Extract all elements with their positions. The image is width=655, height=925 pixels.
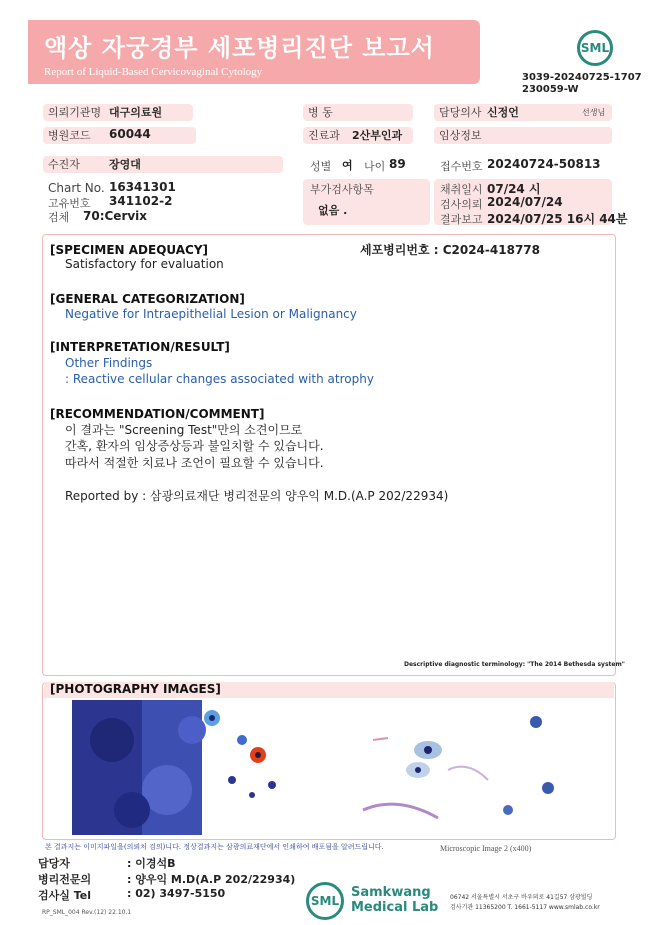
staff-value: : 이경석B — [127, 857, 176, 870]
doctor-suffix: 선생님 — [582, 108, 606, 117]
request-value: 2024/07/24 — [487, 195, 563, 209]
collect-value: 07/24 시 — [487, 182, 541, 196]
photo-notice: 본 결과지는 이미지파일을(의뢰처 검의)니다. 정상결과지는 삼광의료재단에서 인쇄하여 배포됨을 알려드립니다. — [45, 843, 384, 851]
chart-label: Chart No. — [48, 181, 105, 195]
footer-sml-logo-icon — [306, 882, 344, 920]
tel-label: 검사실 Tel — [38, 889, 91, 902]
doctor-label: 담당의사 — [434, 104, 612, 121]
receipt-label: 접수번호 — [440, 160, 483, 173]
sml-logo-icon — [577, 30, 613, 66]
footer-address-line1: 06742 서울특별시 서초구 바우뫼로 41길57 삼광빌딩 — [450, 894, 593, 901]
ward-label: 병 동 — [303, 104, 413, 121]
collect-label: 채취일시 — [440, 183, 483, 196]
patient-label: 수진자 — [43, 156, 283, 173]
request-label: 검사의뢰 — [440, 198, 483, 211]
report-number-line2: 230059-W — [522, 84, 579, 95]
cell-image-2-drawing — [358, 700, 566, 835]
cyto-number: 세포병리번호 : C2024-418778 — [360, 243, 540, 257]
code-value: 60044 — [109, 127, 151, 141]
patient-value: 장영대 — [109, 158, 141, 171]
photo-title: [PHOTOGRAPHY IMAGES] — [50, 682, 221, 696]
rec-title: [RECOMMENDATION/COMMENT] — [50, 407, 265, 421]
interp-text-2: : Reactive cellular changes associated with atrophy — [65, 372, 374, 386]
pathologist-value: : 양우익 M.D(A.P 202/22934) — [127, 873, 296, 886]
hospital-label: 의뢰기관명 — [43, 104, 193, 121]
staff-label: 담당자 — [38, 857, 70, 870]
adequacy-title: [SPECIMEN ADEQUACY] — [50, 243, 209, 257]
category-title: [GENERAL CATEGORIZATION] — [50, 292, 245, 306]
age-value: 89 — [389, 157, 406, 171]
footer-address-line2: 검사기관 11365200 T. 1661-5117 www.smlab.co.kr — [450, 904, 600, 911]
footer-logo-text: SML — [310, 894, 340, 908]
specimen-value: 70:Cervix — [83, 209, 148, 223]
unique-label: 고유번호 — [48, 197, 91, 210]
microscopic-image-1 — [72, 700, 294, 835]
cell-image-1-drawing — [72, 700, 294, 835]
footer-brand-line1: Samkwang — [351, 885, 431, 900]
extra-value: 없음 . — [318, 204, 348, 217]
dept-label: 진료과 — [303, 127, 413, 144]
rec-text-3: 따라서 적절한 치료나 조언이 필요할 수 있습니다. — [65, 456, 324, 470]
sex-value: 여 — [342, 159, 353, 172]
doctor-value: 신정언 — [487, 106, 519, 119]
specimen-label: 검체 — [48, 211, 70, 224]
hospital-value: 대구의료원 — [109, 106, 163, 119]
logo-text: SML — [580, 41, 610, 55]
report-subtitle: Report of Liquid-Based Cervicovaginal Cytology — [44, 66, 263, 78]
tel-value: : 02) 3497-5150 — [127, 887, 226, 900]
footer-brand — [351, 885, 438, 915]
report-title: 액상 자궁경부 세포병리진단 보고서 — [44, 34, 435, 62]
terminology-note: Descriptive diagnostic terminology: "The 2014 Bethesda system" — [404, 661, 625, 668]
chart-value: 16341301 — [109, 180, 176, 194]
interp-title: [INTERPRETATION/RESULT] — [50, 340, 230, 354]
footer-address — [450, 893, 600, 913]
reported-by: Reported by : 삼광의료재단 병리전문의 양우익 M.D.(A.P 202/22934) — [65, 489, 449, 503]
footer-brand-line2: Medical Lab — [351, 900, 439, 915]
rec-text-1: 이 결과는 "Screening Test"만의 소견이므로 — [65, 423, 303, 437]
report-number-line1: 3039-20240725-1707 — [522, 72, 642, 83]
result-label: 결과보고 — [440, 213, 483, 226]
clinical-label: 임상정보 — [434, 127, 612, 144]
pathologist-label: 병리전문의 — [38, 873, 92, 886]
receipt-value: 20240724-50813 — [487, 157, 601, 171]
age-label: 나이 — [364, 160, 386, 173]
category-text: Negative for Intraepithelial Lesion or Malignancy — [65, 307, 357, 321]
report-number — [522, 72, 642, 96]
interp-text-1: Other Findings — [65, 356, 153, 370]
sex-label: 성별 — [310, 160, 332, 173]
extra-label: 부가검사항목 — [310, 183, 374, 196]
code-label: 병원코드 — [43, 127, 196, 144]
rec-text-2: 간혹, 환자의 임상증상등과 불일치할 수 있습니다. — [65, 439, 324, 453]
adequacy-text: Satisfactory for evaluation — [65, 257, 224, 271]
photo-caption-2: Microscopic Image 2 (x400) — [440, 844, 532, 853]
unique-value: 341102-2 — [109, 194, 173, 208]
microscopic-image-2 — [358, 700, 566, 835]
form-number: RP_SML_004 Rev.(12) 22.10.1 — [42, 909, 132, 916]
dept-value: 2산부인과 — [352, 129, 403, 142]
result-value: 2024/07/25 16시 44분 — [487, 212, 628, 226]
